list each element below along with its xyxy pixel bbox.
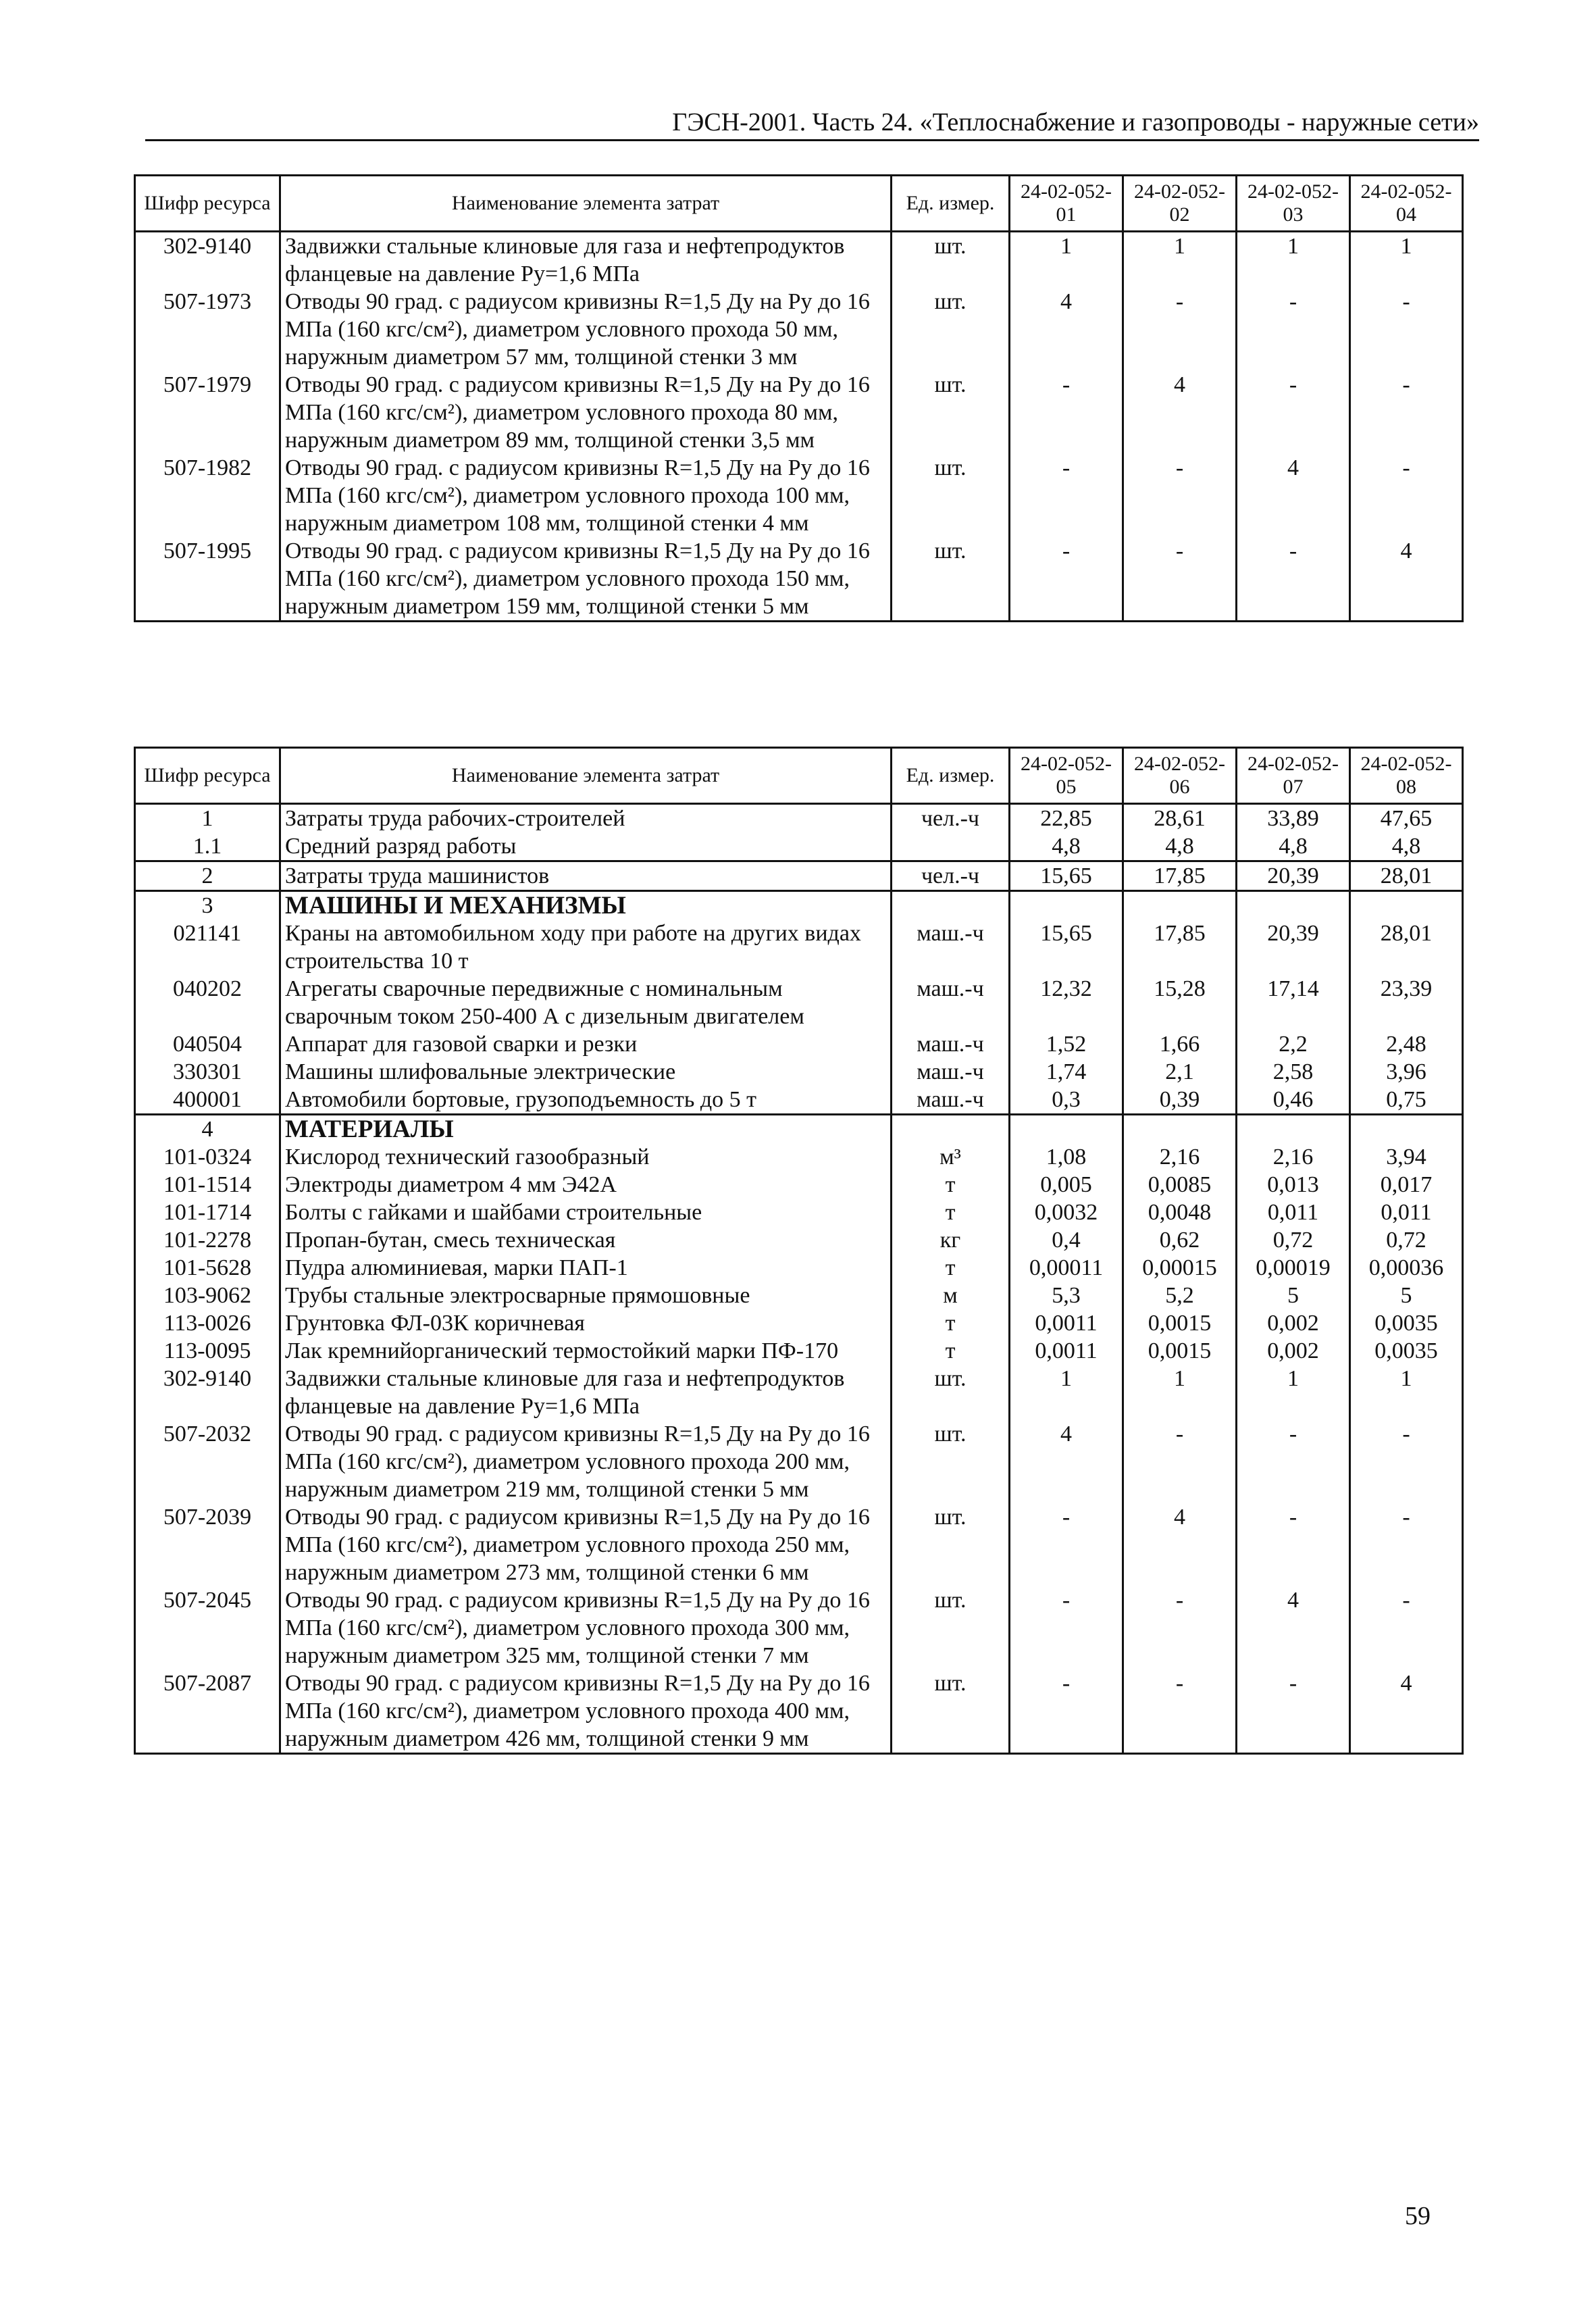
norm-value: -	[1123, 1669, 1237, 1754]
cost-element-name: Лак кремнийорганический термостойкий марки ПФ-170	[280, 1337, 892, 1365]
norm-value: 17,14	[1237, 975, 1350, 1030]
norm-value: 5	[1350, 1282, 1463, 1309]
norm-value	[1350, 891, 1463, 920]
table-row	[135, 1143, 1463, 1171]
norm-value: -	[1123, 288, 1237, 371]
header-norm: 24-02-052-03	[1237, 176, 1350, 232]
norm-value: 3,94	[1350, 1143, 1463, 1171]
table-row	[135, 1171, 1463, 1199]
norm-value: -	[1237, 371, 1350, 454]
unit-cell: т	[892, 1337, 1010, 1365]
norm-value: 4,8	[1010, 832, 1123, 861]
norm-value: 2,48	[1350, 1030, 1463, 1058]
norm-value	[1123, 1115, 1237, 1144]
unit-cell: м	[892, 1282, 1010, 1309]
resource-code: 507-2032	[135, 1420, 280, 1503]
table-row	[135, 832, 1463, 861]
section-row	[135, 891, 1463, 920]
norm-value: -	[1010, 537, 1123, 622]
norm-value: 0,0032	[1010, 1199, 1123, 1226]
resource-code: 101-0324	[135, 1143, 280, 1171]
norm-value: 28,61	[1123, 804, 1237, 833]
table-row	[135, 288, 1463, 371]
norm-value: 4,8	[1237, 832, 1350, 861]
resource-code: 507-1982	[135, 454, 280, 537]
norm-value: 15,28	[1123, 975, 1237, 1030]
resource-code: 4	[135, 1115, 280, 1144]
norm-value: 33,89	[1237, 804, 1350, 833]
norm-value: 17,85	[1123, 920, 1237, 975]
norm-value: 5,3	[1010, 1282, 1123, 1309]
table-row	[135, 920, 1463, 975]
resource-code: 507-2045	[135, 1586, 280, 1669]
norm-value: -	[1350, 454, 1463, 537]
header-norm: 24-02-052-02	[1123, 176, 1237, 232]
norm-value: 4	[1350, 1669, 1463, 1754]
table-row	[135, 1337, 1463, 1365]
norm-value: 28,01	[1350, 920, 1463, 975]
resource-code: 113-0095	[135, 1337, 280, 1365]
unit-cell: т	[892, 1309, 1010, 1337]
resource-code: 302-9140	[135, 232, 280, 288]
unit-cell: м³	[892, 1143, 1010, 1171]
cost-element-name: Затраты труда машинистов	[280, 861, 892, 891]
resource-code: 021141	[135, 920, 280, 975]
norm-value: 15,65	[1010, 920, 1123, 975]
unit-cell: т	[892, 1171, 1010, 1199]
resource-code: 507-1979	[135, 371, 280, 454]
norm-value: 0,0011	[1010, 1309, 1123, 1337]
cost-element-name: Отводы 90 град. с радиусом кривизны R=1,5 Ду на Ру до 16 МПа (160 кгс/см²), диаметром условного прохода 50 мм, наружным диаметром 57 мм, толщиной стенки 3 мм	[280, 288, 892, 371]
norm-value: 12,32	[1010, 975, 1123, 1030]
cost-element-name: Отводы 90 град. с радиусом кривизны R=1,5 Ду на Ру до 16 МПа (160 кгс/см²), диаметром условного прохода 400 мм, наружным диаметром 426 мм, толщиной стенки 9 мм	[280, 1669, 892, 1754]
norm-value: 4	[1350, 537, 1463, 622]
unit-cell: шт.	[892, 1365, 1010, 1420]
norm-value: 0,002	[1237, 1309, 1350, 1337]
norm-value: -	[1010, 1669, 1123, 1754]
unit-cell: шт.	[892, 232, 1010, 288]
unit-cell: шт.	[892, 537, 1010, 622]
norm-value: 3,96	[1350, 1058, 1463, 1086]
norm-value: 0,4	[1010, 1226, 1123, 1254]
header-norm: 24-02-052-05	[1010, 748, 1123, 804]
unit-cell	[892, 891, 1010, 920]
norm-value	[1010, 891, 1123, 920]
unit-cell: шт.	[892, 1503, 1010, 1586]
table-row	[135, 1309, 1463, 1337]
norm-value: 1	[1237, 1365, 1350, 1420]
unit-cell: шт.	[892, 1420, 1010, 1503]
table-row	[135, 975, 1463, 1030]
header-norm: 24-02-052-01	[1010, 176, 1123, 232]
norm-value: -	[1237, 1503, 1350, 1586]
header-norm: 24-02-052-08	[1350, 748, 1463, 804]
norm-value: 4	[1237, 454, 1350, 537]
resource-code: 1.1	[135, 832, 280, 861]
norm-value: 0,017	[1350, 1171, 1463, 1199]
norm-value: 0,00019	[1237, 1254, 1350, 1282]
norm-value: 4	[1010, 288, 1123, 371]
table-row	[135, 454, 1463, 537]
norm-value: 0,0048	[1123, 1199, 1237, 1226]
resource-code: 101-1714	[135, 1199, 280, 1226]
resource-code: 3	[135, 891, 280, 920]
norm-value: 0,0035	[1350, 1309, 1463, 1337]
table-row	[135, 861, 1463, 891]
resource-code: 101-1514	[135, 1171, 280, 1199]
norm-value: 1,52	[1010, 1030, 1123, 1058]
resource-code: 040202	[135, 975, 280, 1030]
cost-element-name: Отводы 90 град. с радиусом кривизны R=1,5 Ду на Ру до 16 МПа (160 кгс/см²), диаметром условного прохода 300 мм, наружным диаметром 325 мм, толщиной стенки 7 мм	[280, 1586, 892, 1669]
norm-value: 0,46	[1237, 1086, 1350, 1115]
cost-element-name: Отводы 90 град. с радиусом кривизны R=1,5 Ду на Ру до 16 МПа (160 кгс/см²), диаметром условного прохода 200 мм, наружным диаметром 219 мм, толщиной стенки 5 мм	[280, 1420, 892, 1503]
norm-value: -	[1237, 288, 1350, 371]
unit-cell: шт.	[892, 1586, 1010, 1669]
resource-code: 040504	[135, 1030, 280, 1058]
norm-value: 1,74	[1010, 1058, 1123, 1086]
norm-value: 5	[1237, 1282, 1350, 1309]
norm-value: 1	[1010, 232, 1123, 288]
resource-table-2	[134, 747, 1464, 1755]
norm-value: -	[1010, 1503, 1123, 1586]
cost-element-name: Средний разряд работы	[280, 832, 892, 861]
table-row	[135, 1058, 1463, 1086]
norm-value: -	[1123, 537, 1237, 622]
resource-code: 302-9140	[135, 1365, 280, 1420]
table-row	[135, 1669, 1463, 1754]
table-row	[135, 371, 1463, 454]
header-norm: 24-02-052-04	[1350, 176, 1463, 232]
norm-value: 0,0011	[1010, 1337, 1123, 1365]
section-title: МАШИНЫ И МЕХАНИЗМЫ	[280, 891, 892, 920]
resource-code: 507-2087	[135, 1669, 280, 1754]
norm-value	[1123, 891, 1237, 920]
cost-element-name: Кислород технический газообразный	[280, 1143, 892, 1171]
cost-element-name: Агрегаты сварочные передвижные с номинальным сварочным током 250-400 А с дизельным двигателем	[280, 975, 892, 1030]
unit-cell: т	[892, 1199, 1010, 1226]
unit-cell: маш.-ч	[892, 1058, 1010, 1086]
norm-value: -	[1010, 371, 1123, 454]
norm-value: 0,72	[1237, 1226, 1350, 1254]
norm-value: 4	[1010, 1420, 1123, 1503]
page-number: 59	[1405, 2202, 1431, 2230]
cost-element-name: Болты с гайками и шайбами строительные	[280, 1199, 892, 1226]
cost-element-name: Машины шлифовальные электрические	[280, 1058, 892, 1086]
table-row	[135, 1030, 1463, 1058]
unit-cell: чел.-ч	[892, 861, 1010, 891]
norm-value: 0,005	[1010, 1171, 1123, 1199]
norm-value: 2,58	[1237, 1058, 1350, 1086]
norm-value: 1	[1010, 1365, 1123, 1420]
table-row	[135, 1199, 1463, 1226]
unit-cell: т	[892, 1254, 1010, 1282]
table-row	[135, 1586, 1463, 1669]
norm-value: -	[1123, 454, 1237, 537]
cost-element-name: Отводы 90 град. с радиусом кривизны R=1,5 Ду на Ру до 16 МПа (160 кгс/см²), диаметром условного прохода 150 мм, наружным диаметром 159 мм, толщиной стенки 5 мм	[280, 537, 892, 622]
norm-value: 23,39	[1350, 975, 1463, 1030]
norm-value: 0,00011	[1010, 1254, 1123, 1282]
norm-value: 20,39	[1237, 861, 1350, 891]
table-row	[135, 232, 1463, 288]
cost-element-name: Трубы стальные электросварные прямошовные	[280, 1282, 892, 1309]
norm-value: -	[1237, 1669, 1350, 1754]
unit-cell: маш.-ч	[892, 920, 1010, 975]
header-code: Шифр ресурса	[135, 748, 280, 804]
norm-value: -	[1350, 1503, 1463, 1586]
table-row	[135, 1365, 1463, 1420]
norm-value: 2,16	[1237, 1143, 1350, 1171]
norm-value: 0,62	[1123, 1226, 1237, 1254]
norm-value: -	[1350, 1420, 1463, 1503]
norm-value: 1	[1350, 1365, 1463, 1420]
norm-value: 0,011	[1350, 1199, 1463, 1226]
norm-value: 1,66	[1123, 1030, 1237, 1058]
unit-cell: шт.	[892, 454, 1010, 537]
resource-code: 101-5628	[135, 1254, 280, 1282]
norm-value: 5,2	[1123, 1282, 1237, 1309]
norm-value: 0,00036	[1350, 1254, 1463, 1282]
section-title: МАТЕРИАЛЫ	[280, 1115, 892, 1144]
header-norm: 24-02-052-07	[1237, 748, 1350, 804]
table-row	[135, 804, 1463, 833]
resource-code: 507-1973	[135, 288, 280, 371]
resource-table-1	[134, 174, 1464, 622]
norm-value: -	[1350, 288, 1463, 371]
table-header-row	[135, 748, 1463, 804]
norm-value: 4	[1123, 1503, 1237, 1586]
resource-code: 400001	[135, 1086, 280, 1115]
norm-value: -	[1123, 1586, 1237, 1669]
norm-value: 2,2	[1237, 1030, 1350, 1058]
norm-value: 1	[1237, 232, 1350, 288]
norm-value: -	[1350, 1586, 1463, 1669]
header-unit: Ед. измер.	[892, 748, 1010, 804]
table-row	[135, 1282, 1463, 1309]
unit-cell	[892, 1115, 1010, 1144]
unit-cell: чел.-ч	[892, 804, 1010, 833]
resource-code: 330301	[135, 1058, 280, 1086]
norm-value: 4	[1237, 1586, 1350, 1669]
norm-value: 2,1	[1123, 1058, 1237, 1086]
unit-cell: шт.	[892, 288, 1010, 371]
cost-element-name: Задвижки стальные клиновые для газа и нефтепродуктов фланцевые на давление Ру=1,6 МПа	[280, 1365, 892, 1420]
norm-value: 0,39	[1123, 1086, 1237, 1115]
header-name: Наименование элемента затрат	[280, 176, 892, 232]
cost-element-name: Отводы 90 град. с радиусом кривизны R=1,5 Ду на Ру до 16 МПа (160 кгс/см²), диаметром условного прохода 250 мм, наружным диаметром 273 мм, толщиной стенки 6 мм	[280, 1503, 892, 1586]
unit-cell: шт.	[892, 1669, 1010, 1754]
header-code: Шифр ресурса	[135, 176, 280, 232]
norm-value: 1	[1123, 232, 1237, 288]
table-row	[135, 1420, 1463, 1503]
norm-value: -	[1010, 454, 1123, 537]
norm-value: 0,0035	[1350, 1337, 1463, 1365]
resource-code: 1	[135, 804, 280, 833]
norm-value: 0,011	[1237, 1199, 1350, 1226]
unit-cell: шт.	[892, 371, 1010, 454]
unit-cell: маш.-ч	[892, 1086, 1010, 1115]
cost-element-name: Электроды диаметром 4 мм Э42А	[280, 1171, 892, 1199]
norm-value: 20,39	[1237, 920, 1350, 975]
table-row	[135, 1503, 1463, 1586]
norm-value: 4	[1123, 371, 1237, 454]
cost-element-name: Отводы 90 град. с радиусом кривизны R=1,5 Ду на Ру до 16 МПа (160 кгс/см²), диаметром условного прохода 100 мм, наружным диаметром 108 мм, толщиной стенки 4 мм	[280, 454, 892, 537]
norm-value: 0,72	[1350, 1226, 1463, 1254]
norm-value: 0,75	[1350, 1086, 1463, 1115]
header-unit: Ед. измер.	[892, 176, 1010, 232]
cost-element-name: Пудра алюминиевая, марки ПАП-1	[280, 1254, 892, 1282]
norm-value: 0,00015	[1123, 1254, 1237, 1282]
norm-value: 0,0085	[1123, 1171, 1237, 1199]
norm-value: 2,16	[1123, 1143, 1237, 1171]
cost-element-name: Аппарат для газовой сварки и резки	[280, 1030, 892, 1058]
table-row	[135, 1086, 1463, 1115]
resource-code: 103-9062	[135, 1282, 280, 1309]
resource-code: 101-2278	[135, 1226, 280, 1254]
resource-code: 507-2039	[135, 1503, 280, 1586]
table-row	[135, 1254, 1463, 1282]
norm-value: 1	[1350, 232, 1463, 288]
norm-value: 0,013	[1237, 1171, 1350, 1199]
header-name: Наименование элемента затрат	[280, 748, 892, 804]
norm-value: -	[1237, 537, 1350, 622]
section-row	[135, 1115, 1463, 1144]
norm-value: 4,8	[1350, 832, 1463, 861]
cost-element-name: Отводы 90 град. с радиусом кривизны R=1,5 Ду на Ру до 16 МПа (160 кгс/см²), диаметром условного прохода 80 мм, наружным диаметром 89 мм, толщиной стенки 3,5 мм	[280, 371, 892, 454]
unit-cell	[892, 832, 1010, 861]
header-norm: 24-02-052-06	[1123, 748, 1237, 804]
norm-value: -	[1350, 371, 1463, 454]
norm-value: -	[1237, 1420, 1350, 1503]
norm-value: 22,85	[1010, 804, 1123, 833]
table-header-row	[135, 176, 1463, 232]
cost-element-name: Грунтовка ФЛ-03К коричневая	[280, 1309, 892, 1337]
norm-value: -	[1123, 1420, 1237, 1503]
unit-cell: маш.-ч	[892, 1030, 1010, 1058]
resource-code: 113-0026	[135, 1309, 280, 1337]
cost-element-name: Затраты труда рабочих-строителей	[280, 804, 892, 833]
norm-value	[1350, 1115, 1463, 1144]
unit-cell: кг	[892, 1226, 1010, 1254]
table-row	[135, 537, 1463, 622]
norm-value	[1237, 1115, 1350, 1144]
norm-value: 0,0015	[1123, 1309, 1237, 1337]
norm-value: -	[1010, 1586, 1123, 1669]
norm-value: 1,08	[1010, 1143, 1123, 1171]
resource-code: 2	[135, 861, 280, 891]
norm-value: 0,002	[1237, 1337, 1350, 1365]
cost-element-name: Задвижки стальные клиновые для газа и нефтепродуктов фланцевые на давление Ру=1,6 МПа	[280, 232, 892, 288]
unit-cell: маш.-ч	[892, 975, 1010, 1030]
norm-value: 17,85	[1123, 861, 1237, 891]
norm-value: 28,01	[1350, 861, 1463, 891]
norm-value	[1237, 891, 1350, 920]
page-header: ГЭСН-2001. Часть 24. «Теплоснабжение и газопроводы - наружные сети»	[145, 107, 1479, 141]
norm-value: 0,3	[1010, 1086, 1123, 1115]
norm-value: 4,8	[1123, 832, 1237, 861]
norm-value: 1	[1123, 1365, 1237, 1420]
cost-element-name: Пропан-бутан, смесь техническая	[280, 1226, 892, 1254]
resource-code: 507-1995	[135, 537, 280, 622]
cost-element-name: Краны на автомобильном ходу при работе на других видах строительства 10 т	[280, 920, 892, 975]
norm-value: 47,65	[1350, 804, 1463, 833]
norm-value: 15,65	[1010, 861, 1123, 891]
norm-value	[1010, 1115, 1123, 1144]
table-row	[135, 1226, 1463, 1254]
norm-value: 0,0015	[1123, 1337, 1237, 1365]
cost-element-name: Автомобили бортовые, грузоподъемность до 5 т	[280, 1086, 892, 1115]
